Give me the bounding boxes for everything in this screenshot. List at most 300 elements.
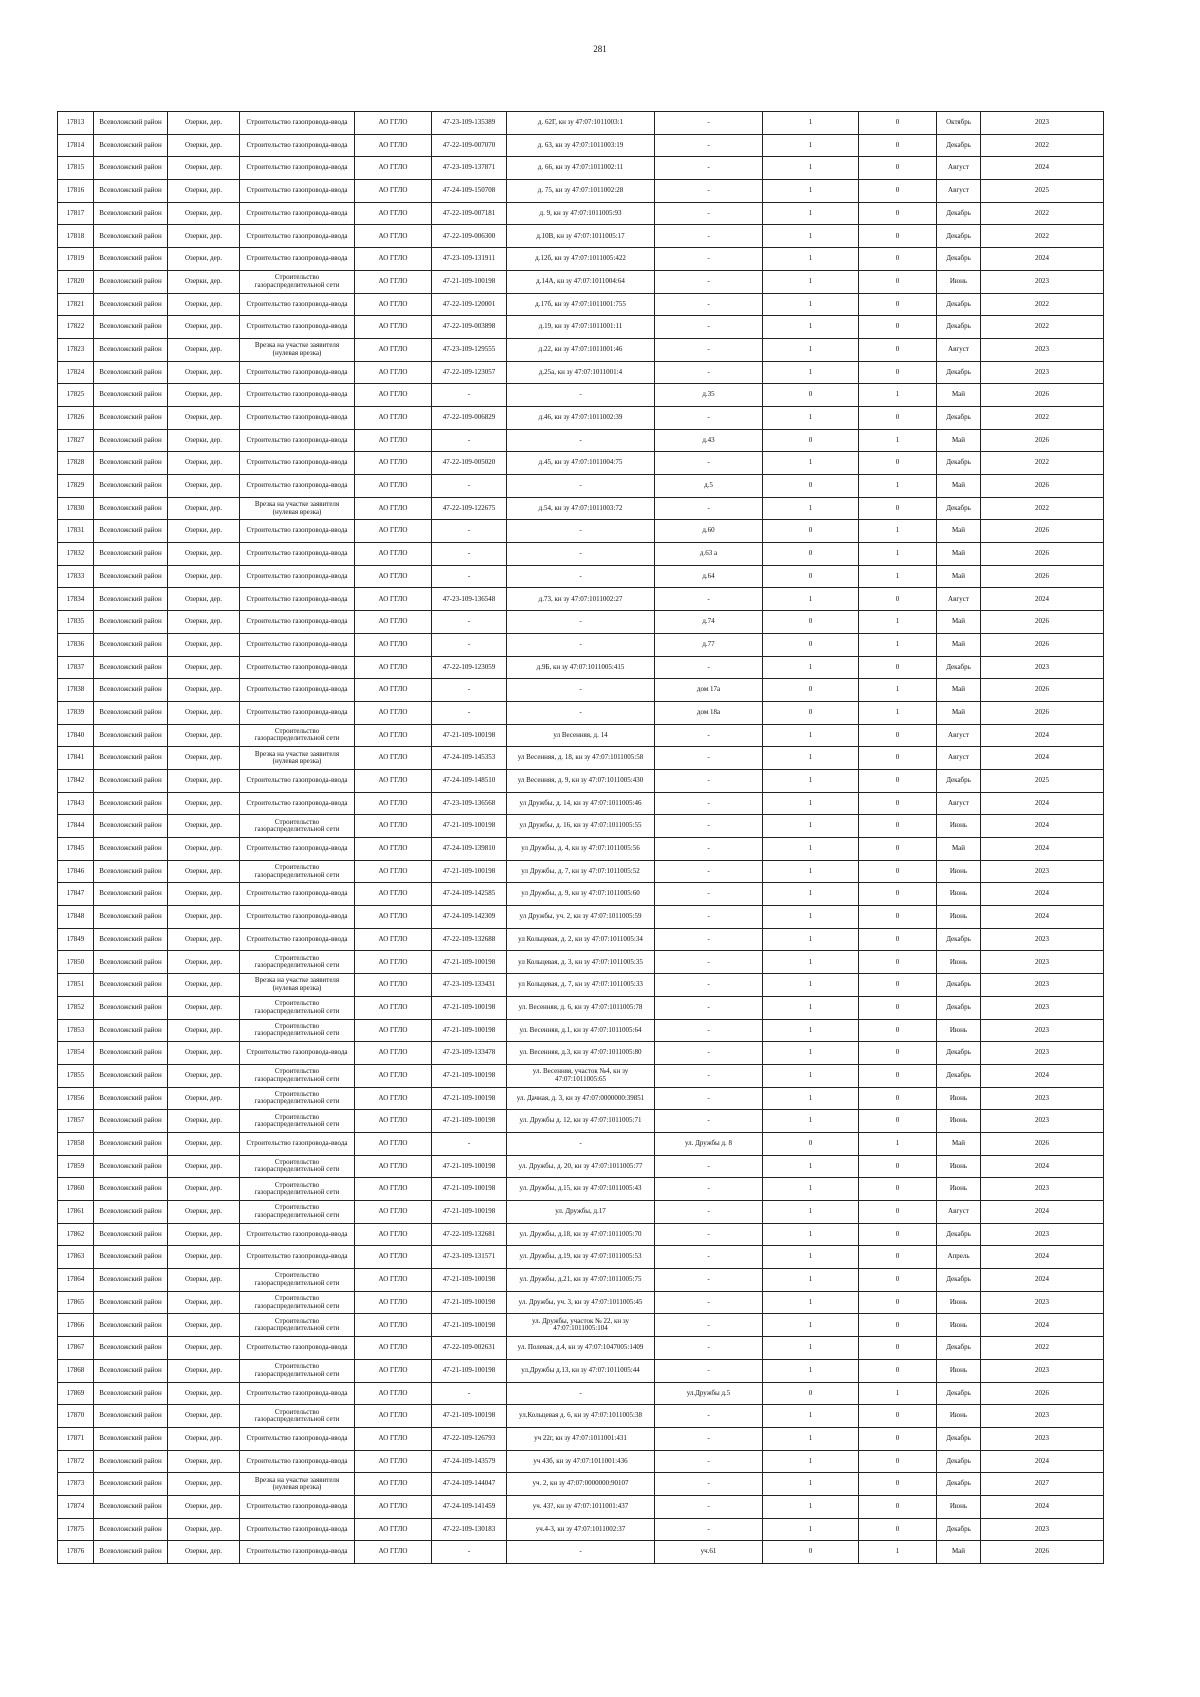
- cell-count-existing: 1: [763, 906, 859, 929]
- table-row: [58, 225, 1104, 248]
- cell-count-planned: 0: [859, 792, 937, 815]
- cell-address: -: [655, 338, 763, 361]
- cell-work-type: Строительство газопровода-ввода: [240, 588, 355, 611]
- cell-count-planned: 0: [859, 1405, 937, 1428]
- cell-settlement: Озерки, дер.: [168, 543, 240, 566]
- cell-count-existing: 0: [763, 565, 859, 588]
- cell-count-planned: 0: [859, 180, 937, 203]
- cell-count-existing: 1: [763, 180, 859, 203]
- cell-application-number: 47-23-109-131571: [432, 1246, 507, 1269]
- table-row: [58, 928, 1104, 951]
- cell-settlement: Озерки, дер.: [168, 1246, 240, 1269]
- cell-count-planned: 1: [859, 633, 937, 656]
- cell-address-cadastral: -: [507, 1132, 655, 1155]
- table-row: [58, 974, 1104, 997]
- cell-year: 2024: [981, 1246, 1104, 1269]
- cell-settlement: Озерки, дер.: [168, 1495, 240, 1518]
- cell-organization: АО ГГЛО: [355, 1518, 432, 1541]
- cell-address: д.63 а: [655, 543, 763, 566]
- cell-month: Август: [937, 180, 981, 203]
- cell-district: Всеволожский район: [94, 1269, 168, 1292]
- cell-address: -: [655, 1155, 763, 1178]
- cell-month: Июнь: [937, 1110, 981, 1133]
- cell-year: 2022: [981, 497, 1104, 520]
- cell-month: Май: [937, 520, 981, 543]
- cell-address-cadastral: ул Весенняя, д. 18, кн зу 47:07:1011005:58: [507, 747, 655, 770]
- cell-count-planned: 0: [859, 157, 937, 180]
- table-row: [58, 1495, 1104, 1518]
- cell-address-cadastral: ул. Дружбы, д. 20, кн зу 47:07:1011005:77: [507, 1155, 655, 1178]
- cell-row-number: 17815: [58, 157, 94, 180]
- cell-address: -: [655, 270, 763, 293]
- cell-organization: АО ГГЛО: [355, 338, 432, 361]
- cell-settlement: Озерки, дер.: [168, 180, 240, 203]
- cell-district: Всеволожский район: [94, 1405, 168, 1428]
- cell-count-existing: 0: [763, 1132, 859, 1155]
- cell-work-type: Строительство газораспределительной сети: [240, 1087, 355, 1110]
- cell-month: Июнь: [937, 1405, 981, 1428]
- cell-row-number: 17842: [58, 769, 94, 792]
- cell-district: Всеволожский район: [94, 951, 168, 974]
- cell-application-number: 47-22-109-126793: [432, 1427, 507, 1450]
- cell-district: Всеволожский район: [94, 180, 168, 203]
- cell-count-existing: 1: [763, 860, 859, 883]
- cell-application-number: -: [432, 565, 507, 588]
- cell-work-type: Строительство газораспределительной сети: [240, 1064, 355, 1087]
- cell-organization: АО ГГЛО: [355, 1110, 432, 1133]
- cell-count-planned: 0: [859, 588, 937, 611]
- cell-count-planned: 0: [859, 1291, 937, 1314]
- cell-organization: АО ГГЛО: [355, 1405, 432, 1428]
- cell-organization: АО ГГЛО: [355, 633, 432, 656]
- cell-organization: АО ГГЛО: [355, 656, 432, 679]
- cell-address-cadastral: д.54, кн зу 47:07:1011003:72: [507, 497, 655, 520]
- cell-work-type: Строительство газопровода-ввода: [240, 906, 355, 929]
- cell-address-cadastral: уч. 2, кн зу 47:07:0000000:90107: [507, 1473, 655, 1496]
- cell-month: Декабрь: [937, 1337, 981, 1360]
- cell-count-planned: 0: [859, 293, 937, 316]
- cell-row-number: 17827: [58, 429, 94, 452]
- cell-district: Всеволожский район: [94, 1087, 168, 1110]
- cell-district: Всеволожский район: [94, 112, 168, 135]
- cell-address-cadastral: -: [507, 543, 655, 566]
- cell-year: 2024: [981, 815, 1104, 838]
- cell-settlement: Озерки, дер.: [168, 1269, 240, 1292]
- table-row: [58, 202, 1104, 225]
- cell-address: -: [655, 792, 763, 815]
- cell-month: Декабрь: [937, 1042, 981, 1065]
- cell-count-planned: 0: [859, 452, 937, 475]
- cell-application-number: 47-21-109-100198: [432, 1178, 507, 1201]
- cell-count-existing: 1: [763, 1314, 859, 1337]
- cell-application-number: -: [432, 384, 507, 407]
- cell-row-number: 17825: [58, 384, 94, 407]
- cell-month: Май: [937, 475, 981, 498]
- cell-district: Всеволожский район: [94, 452, 168, 475]
- cell-year: 2026: [981, 429, 1104, 452]
- cell-row-number: 17862: [58, 1223, 94, 1246]
- cell-count-planned: 1: [859, 1132, 937, 1155]
- cell-work-type: Строительство газопровода-ввода: [240, 1450, 355, 1473]
- cell-count-planned: 0: [859, 860, 937, 883]
- cell-district: Всеволожский район: [94, 928, 168, 951]
- cell-address: -: [655, 1405, 763, 1428]
- cell-address: ул. Дружбы д. 8: [655, 1132, 763, 1155]
- cell-application-number: 47-21-109-100198: [432, 1087, 507, 1110]
- cell-application-number: -: [432, 1541, 507, 1564]
- cell-organization: АО ГГЛО: [355, 543, 432, 566]
- table-row: [58, 384, 1104, 407]
- cell-month: Апрель: [937, 1246, 981, 1269]
- cell-count-existing: 1: [763, 1405, 859, 1428]
- cell-application-number: 47-24-109-142585: [432, 883, 507, 906]
- cell-address-cadastral: ул Дружбы, д. 7, кн зу 47:07:1011005:52: [507, 860, 655, 883]
- cell-month: Июнь: [937, 860, 981, 883]
- cell-year: 2023: [981, 974, 1104, 997]
- cell-organization: АО ГГЛО: [355, 815, 432, 838]
- cell-count-existing: 0: [763, 429, 859, 452]
- cell-settlement: Озерки, дер.: [168, 384, 240, 407]
- cell-settlement: Озерки, дер.: [168, 838, 240, 861]
- cell-row-number: 17830: [58, 497, 94, 520]
- cell-work-type: Строительство газораспределительной сети: [240, 1405, 355, 1428]
- cell-month: Декабрь: [937, 656, 981, 679]
- cell-address: -: [655, 588, 763, 611]
- cell-count-existing: 1: [763, 270, 859, 293]
- cell-organization: АО ГГЛО: [355, 951, 432, 974]
- cell-month: Декабрь: [937, 1427, 981, 1450]
- cell-address: -: [655, 928, 763, 951]
- cell-settlement: Озерки, дер.: [168, 1223, 240, 1246]
- cell-count-existing: 1: [763, 1064, 859, 1087]
- cell-month: Декабрь: [937, 225, 981, 248]
- cell-work-type: Строительство газопровода-ввода: [240, 202, 355, 225]
- cell-application-number: -: [432, 633, 507, 656]
- table-row: [58, 134, 1104, 157]
- cell-district: Всеволожский район: [94, 406, 168, 429]
- cell-row-number: 17853: [58, 1019, 94, 1042]
- cell-work-type: Строительство газопровода-ввода: [240, 633, 355, 656]
- cell-address: -: [655, 1042, 763, 1065]
- table-row: [58, 1269, 1104, 1292]
- registry-table: [57, 111, 1104, 1564]
- cell-month: Май: [937, 429, 981, 452]
- cell-count-existing: 1: [763, 1518, 859, 1541]
- cell-year: 2024: [981, 1201, 1104, 1224]
- cell-organization: АО ГГЛО: [355, 565, 432, 588]
- table-row: [58, 520, 1104, 543]
- cell-year: 2023: [981, 1223, 1104, 1246]
- cell-district: Всеволожский район: [94, 792, 168, 815]
- cell-organization: АО ГГЛО: [355, 157, 432, 180]
- cell-organization: АО ГГЛО: [355, 701, 432, 724]
- cell-work-type: Строительство газопровода-ввода: [240, 656, 355, 679]
- cell-row-number: 17839: [58, 701, 94, 724]
- cell-district: Всеволожский район: [94, 270, 168, 293]
- cell-address: д.43: [655, 429, 763, 452]
- cell-address: д.74: [655, 611, 763, 634]
- cell-row-number: 17841: [58, 747, 94, 770]
- cell-application-number: 47-21-109-100198: [432, 1064, 507, 1087]
- table-row: [58, 1064, 1104, 1087]
- cell-row-number: 17857: [58, 1110, 94, 1133]
- cell-work-type: Строительство газопровода-ввода: [240, 1541, 355, 1564]
- cell-count-planned: 0: [859, 883, 937, 906]
- cell-count-existing: 0: [763, 679, 859, 702]
- cell-year: 2023: [981, 1178, 1104, 1201]
- cell-count-planned: 0: [859, 1064, 937, 1087]
- cell-month: Май: [937, 1541, 981, 1564]
- table-row: [58, 611, 1104, 634]
- cell-count-planned: 1: [859, 565, 937, 588]
- cell-district: Всеволожский район: [94, 1201, 168, 1224]
- table-row: [58, 951, 1104, 974]
- cell-month: Июнь: [937, 1019, 981, 1042]
- cell-row-number: 17836: [58, 633, 94, 656]
- cell-month: Май: [937, 679, 981, 702]
- cell-settlement: Озерки, дер.: [168, 1042, 240, 1065]
- cell-month: Июнь: [937, 1087, 981, 1110]
- table-row: [58, 1405, 1104, 1428]
- table-row: [58, 633, 1104, 656]
- table-row: [58, 180, 1104, 203]
- cell-address: -: [655, 1019, 763, 1042]
- cell-application-number: 47-21-109-100198: [432, 1291, 507, 1314]
- cell-application-number: 47-21-109-100198: [432, 724, 507, 747]
- cell-month: Июнь: [937, 883, 981, 906]
- cell-count-planned: 0: [859, 202, 937, 225]
- cell-address-cadastral: ул. Дружбы, д.17: [507, 1201, 655, 1224]
- cell-settlement: Озерки, дер.: [168, 1518, 240, 1541]
- cell-count-planned: 0: [859, 1337, 937, 1360]
- cell-district: Всеволожский район: [94, 134, 168, 157]
- cell-district: Всеволожский район: [94, 384, 168, 407]
- cell-address-cadastral: ул. Дружбы д. 12, кн зу 47:07:1011005:71: [507, 1110, 655, 1133]
- cell-application-number: 47-21-109-100198: [432, 815, 507, 838]
- cell-count-existing: 1: [763, 1359, 859, 1382]
- cell-count-existing: 0: [763, 1541, 859, 1564]
- table-row: [58, 1019, 1104, 1042]
- cell-organization: АО ГГЛО: [355, 724, 432, 747]
- cell-organization: АО ГГЛО: [355, 769, 432, 792]
- cell-organization: АО ГГЛО: [355, 1042, 432, 1065]
- cell-month: Октябрь: [937, 112, 981, 135]
- cell-settlement: Озерки, дер.: [168, 724, 240, 747]
- cell-count-planned: 0: [859, 1178, 937, 1201]
- cell-row-number: 17824: [58, 361, 94, 384]
- cell-work-type: Строительство газопровода-ввода: [240, 225, 355, 248]
- cell-count-planned: 0: [859, 1427, 937, 1450]
- cell-address: -: [655, 747, 763, 770]
- cell-district: Всеволожский район: [94, 225, 168, 248]
- cell-row-number: 17828: [58, 452, 94, 475]
- cell-address: д.77: [655, 633, 763, 656]
- cell-application-number: -: [432, 475, 507, 498]
- cell-address: -: [655, 112, 763, 135]
- cell-address-cadastral: д. 75, кн зу 47:07:1011002:28: [507, 180, 655, 203]
- cell-month: Декабрь: [937, 974, 981, 997]
- cell-address: -: [655, 1087, 763, 1110]
- cell-month: Август: [937, 338, 981, 361]
- cell-year: 2026: [981, 1541, 1104, 1564]
- cell-application-number: 47-21-109-100198: [432, 1405, 507, 1428]
- cell-month: Май: [937, 838, 981, 861]
- cell-organization: АО ГГЛО: [355, 1155, 432, 1178]
- cell-district: Всеволожский район: [94, 475, 168, 498]
- cell-work-type: Строительство газопровода-ввода: [240, 1495, 355, 1518]
- cell-count-existing: 1: [763, 134, 859, 157]
- cell-month: Август: [937, 157, 981, 180]
- table-row: [58, 792, 1104, 815]
- cell-address-cadastral: ул. Весенняя, участок №4, кн зу 47:07:1011005:65: [507, 1064, 655, 1087]
- table-row: [58, 701, 1104, 724]
- cell-organization: АО ГГЛО: [355, 1223, 432, 1246]
- cell-year: 2027: [981, 1473, 1104, 1496]
- cell-application-number: 47-22-109-132688: [432, 928, 507, 951]
- cell-address-cadastral: ул Дружбы, д. 9, кн зу 47:07:1011005:60: [507, 883, 655, 906]
- cell-count-planned: 0: [859, 974, 937, 997]
- cell-row-number: 17848: [58, 906, 94, 929]
- cell-district: Всеволожский район: [94, 701, 168, 724]
- cell-address-cadastral: ул Дружбы, уч. 2, кн зу 47:07:1011005:59: [507, 906, 655, 929]
- cell-address-cadastral: -: [507, 384, 655, 407]
- cell-district: Всеволожский район: [94, 316, 168, 339]
- cell-month: Май: [937, 701, 981, 724]
- cell-district: Всеволожский район: [94, 1064, 168, 1087]
- cell-address-cadastral: уч.4-3, кн зу 47:07:1011002:37: [507, 1518, 655, 1541]
- cell-address-cadastral: д.17б, кн зу 47:07:1011001:755: [507, 293, 655, 316]
- cell-address: -: [655, 1178, 763, 1201]
- cell-settlement: Озерки, дер.: [168, 883, 240, 906]
- cell-year: 2026: [981, 1382, 1104, 1405]
- cell-count-planned: 1: [859, 475, 937, 498]
- cell-application-number: 47-21-109-100198: [432, 1359, 507, 1382]
- cell-settlement: Озерки, дер.: [168, 1473, 240, 1496]
- cell-settlement: Озерки, дер.: [168, 338, 240, 361]
- cell-row-number: 17833: [58, 565, 94, 588]
- cell-application-number: 47-21-109-100198: [432, 1155, 507, 1178]
- cell-work-type: Строительство газораспределительной сети: [240, 1019, 355, 1042]
- cell-count-planned: 0: [859, 1155, 937, 1178]
- cell-row-number: 17869: [58, 1382, 94, 1405]
- cell-year: 2024: [981, 883, 1104, 906]
- cell-address-cadastral: -: [507, 429, 655, 452]
- cell-settlement: Озерки, дер.: [168, 701, 240, 724]
- cell-month: Декабрь: [937, 406, 981, 429]
- cell-work-type: Строительство газопровода-ввода: [240, 248, 355, 271]
- cell-count-existing: 1: [763, 406, 859, 429]
- table-row: [58, 906, 1104, 929]
- cell-address: -: [655, 769, 763, 792]
- cell-month: Август: [937, 792, 981, 815]
- cell-month: Июнь: [937, 1314, 981, 1337]
- cell-row-number: 17864: [58, 1269, 94, 1292]
- cell-count-existing: 1: [763, 656, 859, 679]
- cell-year: 2022: [981, 406, 1104, 429]
- cell-count-planned: 0: [859, 134, 937, 157]
- cell-organization: АО ГГЛО: [355, 1427, 432, 1450]
- cell-address: д.60: [655, 520, 763, 543]
- cell-application-number: 47-22-109-123059: [432, 656, 507, 679]
- cell-settlement: Озерки, дер.: [168, 406, 240, 429]
- registry-body: [58, 112, 1104, 1564]
- cell-year: 2023: [981, 860, 1104, 883]
- cell-settlement: Озерки, дер.: [168, 1450, 240, 1473]
- cell-count-existing: 1: [763, 1178, 859, 1201]
- cell-month: Декабрь: [937, 928, 981, 951]
- cell-month: Декабрь: [937, 1518, 981, 1541]
- cell-organization: АО ГГЛО: [355, 248, 432, 271]
- cell-work-type: Строительство газопровода-ввода: [240, 769, 355, 792]
- cell-count-planned: 0: [859, 1450, 937, 1473]
- cell-row-number: 17855: [58, 1064, 94, 1087]
- cell-count-planned: 1: [859, 384, 937, 407]
- cell-row-number: 17834: [58, 588, 94, 611]
- cell-count-existing: 1: [763, 996, 859, 1019]
- cell-address-cadastral: -: [507, 475, 655, 498]
- cell-count-existing: 1: [763, 792, 859, 815]
- cell-organization: АО ГГЛО: [355, 1541, 432, 1564]
- cell-count-existing: 1: [763, 747, 859, 770]
- cell-year: 2025: [981, 769, 1104, 792]
- cell-address: -: [655, 1473, 763, 1496]
- cell-organization: АО ГГЛО: [355, 1450, 432, 1473]
- cell-settlement: Озерки, дер.: [168, 1178, 240, 1201]
- cell-work-type: Строительство газораспределительной сети: [240, 1314, 355, 1337]
- table-row: [58, 883, 1104, 906]
- cell-district: Всеволожский район: [94, 543, 168, 566]
- cell-month: Декабрь: [937, 497, 981, 520]
- cell-row-number: 17823: [58, 338, 94, 361]
- cell-count-planned: 0: [859, 497, 937, 520]
- cell-settlement: Озерки, дер.: [168, 452, 240, 475]
- cell-row-number: 17851: [58, 974, 94, 997]
- cell-settlement: Озерки, дер.: [168, 248, 240, 271]
- table-row: [58, 1201, 1104, 1224]
- cell-month: Май: [937, 384, 981, 407]
- cell-settlement: Озерки, дер.: [168, 316, 240, 339]
- cell-year: 2024: [981, 157, 1104, 180]
- cell-application-number: 47-22-109-003898: [432, 316, 507, 339]
- cell-address-cadastral: ул. Дружбы, д.18, кн зу 47:07:1011005:70: [507, 1223, 655, 1246]
- cell-address: -: [655, 838, 763, 861]
- cell-count-planned: 0: [859, 928, 937, 951]
- cell-row-number: 17860: [58, 1178, 94, 1201]
- cell-count-existing: 0: [763, 701, 859, 724]
- cell-count-existing: 1: [763, 769, 859, 792]
- cell-district: Всеволожский район: [94, 1246, 168, 1269]
- cell-work-type: Строительство газопровода-ввода: [240, 112, 355, 135]
- cell-address: -: [655, 951, 763, 974]
- cell-row-number: 17870: [58, 1405, 94, 1428]
- cell-row-number: 17819: [58, 248, 94, 271]
- cell-year: 2023: [981, 270, 1104, 293]
- cell-work-type: Строительство газопровода-ввода: [240, 452, 355, 475]
- table-row: [58, 1246, 1104, 1269]
- cell-organization: АО ГГЛО: [355, 202, 432, 225]
- cell-row-number: 17858: [58, 1132, 94, 1155]
- cell-work-type: Строительство газораспределительной сети: [240, 270, 355, 293]
- cell-row-number: 17829: [58, 475, 94, 498]
- cell-count-existing: 1: [763, 1269, 859, 1292]
- table-row: [58, 543, 1104, 566]
- cell-count-existing: 1: [763, 202, 859, 225]
- cell-work-type: Строительство газопровода-ввода: [240, 429, 355, 452]
- cell-district: Всеволожский район: [94, 497, 168, 520]
- cell-district: Всеволожский район: [94, 1155, 168, 1178]
- cell-settlement: Озерки, дер.: [168, 928, 240, 951]
- cell-organization: АО ГГЛО: [355, 134, 432, 157]
